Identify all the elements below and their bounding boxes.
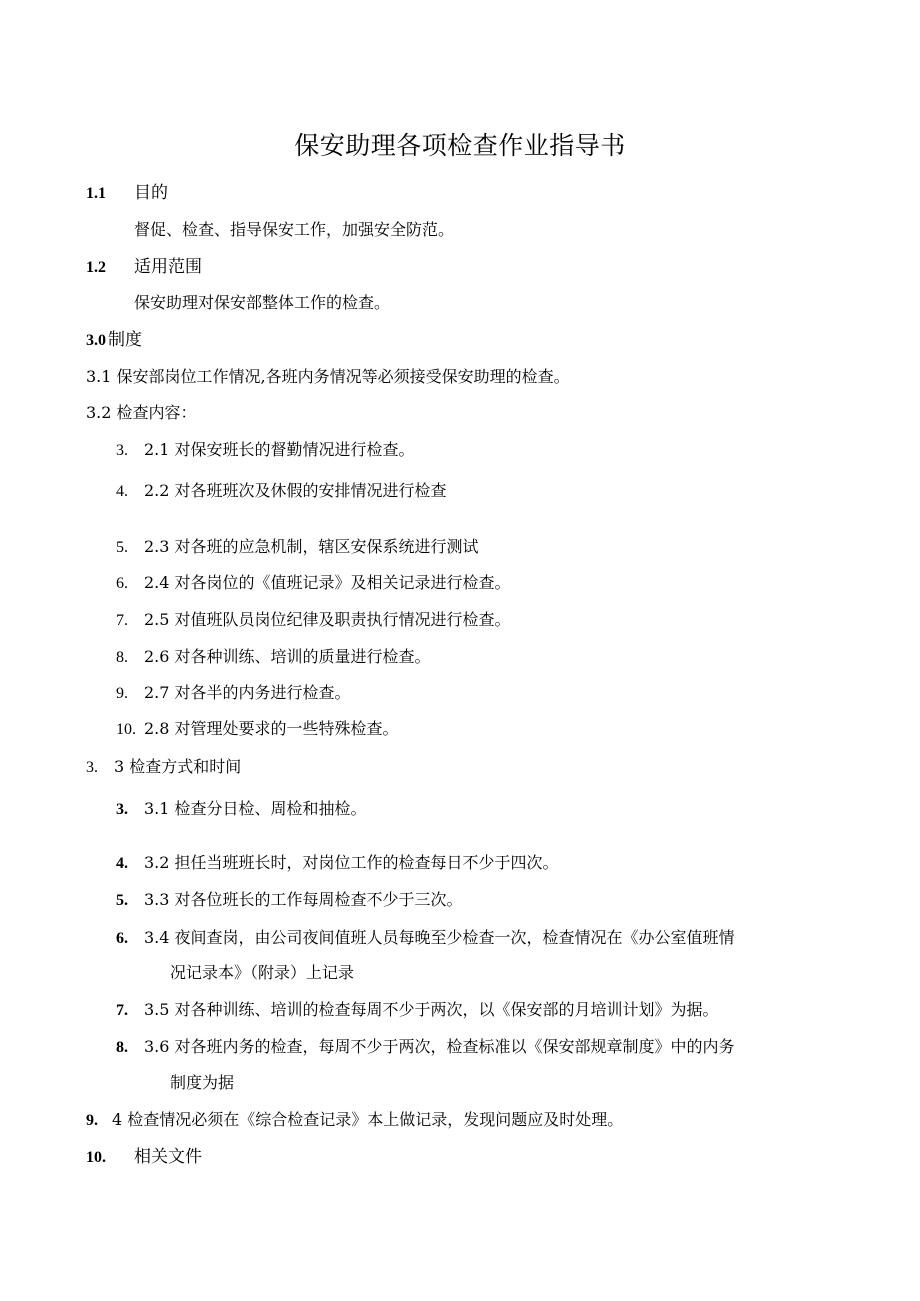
section-heading: 相关文件 (134, 1147, 202, 1167)
section-3-2-text: 3.2 检查内容： (86, 403, 197, 422)
list-text: 3.2 担任当班班长时，对岗位工作的检查每日不少于四次。 (144, 853, 559, 872)
list-number: 6. (116, 930, 128, 947)
section-heading: 目的 (134, 183, 168, 203)
section-1-1-text: 督促、检查、指导保安工作，加强安全防范。 (134, 220, 455, 239)
list-number: 3. (116, 442, 128, 459)
section-1-2-heading (86, 256, 202, 279)
list-number: 7. (116, 1002, 128, 1019)
list-item (116, 609, 511, 632)
section-number: 3. (86, 759, 98, 776)
list-item (116, 646, 431, 669)
section-number: 3.0 (86, 332, 106, 349)
list-item-continuation: 况记录本》（附录）上记录 (170, 963, 355, 982)
section-heading: 适用范围 (134, 257, 202, 277)
section-1-2-text: 保安助理对保安部整体工作的检查。 (134, 293, 391, 312)
list-number: 6. (116, 575, 128, 592)
list-number: 5. (116, 539, 128, 556)
section-heading: 3 检查方式和时间 (114, 757, 242, 776)
section-number: 1.1 (86, 185, 106, 202)
list-item (116, 889, 463, 912)
list-number: 4. (116, 855, 128, 872)
list-text: 3.3 对各位班长的工作每周检查不少于三次。 (144, 890, 463, 909)
list-text: 2.5 对值班队员岗位纪律及职责执行情况进行检查。 (144, 610, 511, 629)
section-4-text (86, 1109, 623, 1132)
list-item-continuation: 制度为据 (170, 1073, 235, 1092)
list-item (116, 1036, 735, 1059)
list-item (116, 852, 559, 875)
list-text: 2.3 对各班的应急机制，辖区安保系统进行测试 (144, 537, 479, 556)
list-text: 2.4 对各岗位的《值班记录》及相关记录进行检查。 (144, 573, 511, 592)
list-text: 3.5 对各种训练、培训的检查每周不少于两次，以《保安部的月培训计划》为据。 (144, 1000, 719, 1019)
list-number: 8. (116, 1039, 128, 1056)
list-text: 3.1 检查分日检、周检和抽检。 (144, 799, 367, 818)
section-3-3-heading (86, 756, 241, 779)
list-text: 2.2 对各班班次及休假的安排情况进行检查 (144, 481, 447, 500)
list-text: 2.8 对管理处要求的一些特殊检查。 (144, 719, 399, 738)
list-text: 3.4 夜间查岗，由公司夜间值班人员每晚至少检查一次，检查情况在《办公室值班情 (144, 928, 735, 947)
section-number: 1.2 (86, 259, 106, 276)
list-item (116, 480, 447, 503)
list-item (116, 718, 399, 741)
list-number: 4. (116, 483, 128, 500)
list-number: 9. (116, 685, 128, 702)
list-text: 2.6 对各种训练、培训的质量进行检查。 (144, 647, 431, 666)
section-body: 4 检查情况必须在《综合检查记录》本上做记录，发现问题应及时处理。 (112, 1110, 624, 1129)
section-10-heading (86, 1146, 202, 1169)
list-text: 2.1 对保安班长的督勤情况进行检查。 (144, 440, 415, 459)
list-number: 5. (116, 892, 128, 909)
section-heading: 制度 (108, 330, 142, 350)
section-number: 10. (86, 1149, 106, 1166)
list-number: 10. (116, 721, 136, 738)
section-number: 9. (86, 1112, 98, 1129)
list-item (116, 999, 719, 1022)
list-item (116, 536, 479, 559)
list-item (116, 798, 367, 821)
section-1-1-heading (86, 182, 168, 205)
list-item (116, 439, 415, 462)
section-3-0-heading (86, 329, 142, 352)
list-item (116, 927, 735, 950)
list-item (116, 682, 351, 705)
list-number: 3. (116, 801, 128, 818)
list-number: 8. (116, 649, 128, 666)
list-item (116, 572, 511, 595)
list-text: 3.6 对各班内务的检查，每周不少于两次，检查标准以《保安部规章制度》中的内务 (144, 1037, 735, 1056)
list-text: 2.7 对各半的内务进行检查。 (144, 683, 351, 702)
document-title: 保安助理各项检查作业指导书 (294, 131, 626, 160)
section-3-1-text: 3.1 保安部岗位工作情况,各班内务情况等必须接受保安助理的检查。 (86, 367, 570, 386)
list-number: 7. (116, 612, 128, 629)
